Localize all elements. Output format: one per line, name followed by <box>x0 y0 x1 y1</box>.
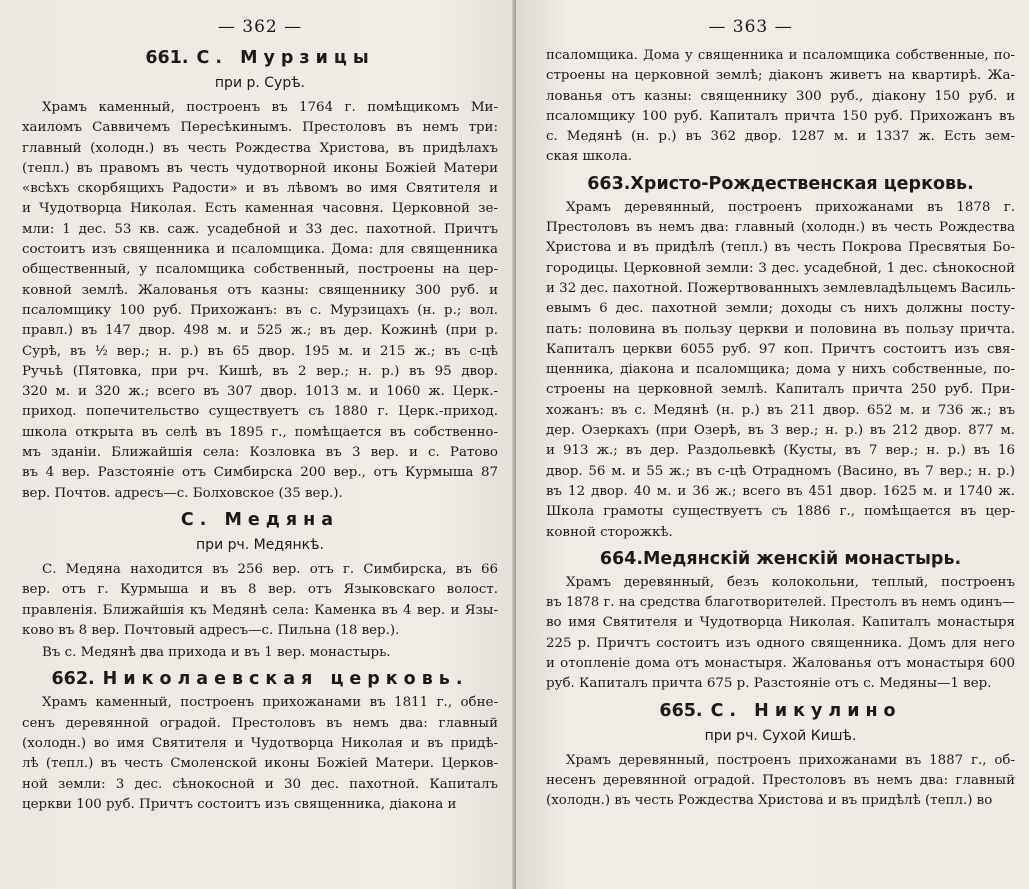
paragraph <box>546 198 1015 543</box>
paragraph <box>22 98 498 504</box>
text-line: мъ зданіи. Ближайшія села: Козловка въ 3 вер. и с. Ратово <box>22 445 498 461</box>
text-line: и Чудотворца Николая. Есть каменная часовня. Церковной зе- <box>22 201 498 217</box>
section-heading <box>22 508 498 532</box>
paragraph <box>22 560 498 641</box>
section-title: Христо-Рождественская церковь. <box>630 173 974 194</box>
text-line: Престоловъ въ немъ два: главный (холодн.) въ честь Рождества <box>546 220 1015 236</box>
text-line: Храмъ деревянный, построенъ прихожанами въ 1887 г., об- <box>566 752 1015 768</box>
text-line: щенника, діакона и псаломщика; дома у нихъ собственные, по- <box>546 362 1015 378</box>
text-line: правленія. Ближайшія къ Медянѣ села: Каменка въ 4 вер. и Язы- <box>22 602 498 618</box>
text-line: во имя Святителя и Чудотворца Николая. Капиталъ монастыря <box>546 615 1015 631</box>
text-line: и 32 дес. пахотной. Пожертвованныхъ землевладѣльцемъ Василь- <box>546 280 1016 296</box>
section-subtitle: при рч. Сухой Кишѣ. <box>704 727 857 744</box>
text-line: ская школа. <box>546 149 633 165</box>
section-heading <box>22 46 498 70</box>
text-line: хаиломъ Саввичемъ Пересѣкинымъ. Престоловъ въ немъ три: <box>22 120 498 136</box>
text-line: Храмъ деревянный, безъ колокольни, теплый, построенъ <box>566 574 1015 590</box>
text-line: «всѣхъ скорбящихъ Радости» и въ лѣвомъ во имя Святителя и <box>22 181 498 197</box>
text-line: (холодн.) во имя Святителя и Чудотворца Николая и въ придѣ- <box>22 736 498 752</box>
section-heading <box>546 547 1015 571</box>
text-line: главный (холодн.) въ честь Рождества Христова, въ придѣлахъ <box>22 140 498 156</box>
text-line: городицы. Церковной земли: 3 дес. усадебной, 1 дес. сѣнокосной <box>546 260 1015 276</box>
text-line: Въ с. Медянѣ два прихода и въ 1 вер. монастырь. <box>42 645 391 661</box>
text-line: псаломщику 100 руб. Прихожанъ: въ с. Мурзицахъ (н. р.; вол. <box>22 302 498 318</box>
section-heading <box>546 699 1015 723</box>
text-line: лѣ (тепл.) въ честь Смоленской иконы Божіей Матери. Церков- <box>22 756 498 772</box>
text-line: пать: половина въ пользу церкви и половина въ пользу причта. <box>546 321 1015 337</box>
text-line: ной земли: 3 дес. сѣнокосной и 30 дес. пахотной. Капиталъ <box>22 776 498 792</box>
text-line: псаломщика. Дома у священника и псаломщика собственные, по- <box>546 48 1015 63</box>
section-number: 663. <box>587 173 631 194</box>
text-line: 225 р. Причтъ состоитъ изъ одного священника. Домъ для него <box>546 635 1015 651</box>
text-line: Храмъ каменный, построенъ въ 1764 г. помѣщикомъ Ми- <box>42 100 498 115</box>
text-line: ково въ 8 вер. Почтовый адресъ—с. Пильна (18 вер.). <box>22 622 400 638</box>
text-line: общественный, у псаломщика собственный, построены на цер- <box>22 262 498 278</box>
text-line: хожанъ: въ с. Медянѣ (н. р.) въ 211 двор. 652 м. и 736 ж.; въ <box>546 402 1015 418</box>
text-line: и отопленіе дома отъ монастыря. Жалованья отъ монастыря 600 <box>546 656 1015 672</box>
section-title: С. Мурзицы <box>196 48 375 68</box>
text-line: вер. Почтов. адресъ—с. Болховское (35 вер.). <box>22 485 343 501</box>
text-line: с. Медянѣ (н. р.) въ 362 двор. 1287 м. и 1337 ж. Есть зем- <box>546 129 1015 145</box>
section-title: С. Медяна <box>180 509 340 530</box>
text-line: руб. Капиталъ причта 675 р. Разстояніе отъ с. Медяны—1 вер. <box>546 676 992 692</box>
text-line: строены на церковной землѣ; діаконъ живетъ на квартирѣ. Жа- <box>546 68 1015 84</box>
text-line: (холодн.) въ честь Рождества Христова и въ придѣлѣ (тепл.) во <box>546 793 993 809</box>
section-title: Медянскій женскій монастырь. <box>643 548 962 569</box>
text-line: приход. попечительство существуетъ съ 1880 г. Церк.-приход. <box>22 404 498 420</box>
text-line: правл.) въ 147 двор. 498 м. и 525 ж.; въ дер. Кожинѣ (при р. <box>22 323 498 339</box>
text-line: въ 4 вер. Разстояніе отъ Симбирска 200 вер., отъ Курмыша 87 <box>22 465 498 481</box>
text-line: сенъ деревянной оградой. Престоловъ въ немъ два: главный <box>22 715 498 731</box>
section-number: 665. <box>659 700 703 721</box>
text-line: школа открыта въ селѣ въ 1895 г., помѣщается въ собственно- <box>22 424 498 440</box>
text-line: дер. Озеркахъ (при Озерѣ, въ 3 вер.; н. р.) въ 212 двор. 877 м. <box>546 423 1015 439</box>
text-line: евымъ 6 дес. пахотной земли; доходы съ нихъ должны посту- <box>546 301 1015 317</box>
page-number: — 362 — <box>217 17 303 37</box>
section-heading <box>22 667 498 691</box>
text-line: Капиталъ церкви 6055 руб. 97 коп. Причтъ состоитъ изъ свя- <box>546 341 1015 357</box>
text-line: лованья отъ казны: священнику 300 руб., діакону 150 руб. и <box>546 88 1015 104</box>
text-line: строены на церковной землѣ. Капиталъ причта 250 руб. При- <box>546 382 1015 398</box>
page-number: — 363 — <box>708 17 793 37</box>
text-line: въ 1878 г. на средства благотворителей. Престолъ въ немъ одинъ— <box>546 595 1015 611</box>
text-line: въ 12 двор. 40 м. и 36 ж.; всего въ 451 двор. 1625 м. и 1740 ж. <box>546 483 1015 499</box>
text-line: состоитъ изъ священника и псаломщика. Дома: для священника <box>22 242 498 258</box>
section-heading <box>546 172 1015 196</box>
paragraph <box>22 643 498 663</box>
text-line: церкви 100 руб. Причтъ состоитъ изъ священника, діакона и <box>22 796 457 812</box>
section-number: 662. <box>51 669 95 690</box>
page-content <box>22 46 498 815</box>
text-line: Школа грамоты существуетъ съ 1886 г., помѣщается въ цер- <box>546 504 1015 520</box>
section-title: С. Никулино <box>710 700 902 721</box>
section-title: Николаевская церковь. <box>102 669 469 690</box>
section-subtitle: при р. Сурѣ. <box>214 75 306 91</box>
paragraph <box>22 693 498 815</box>
text-line: и 913 ж.; въ дер. Раздольевкѣ (Кусты, въ 7 вер.; н. р.) въ 16 <box>546 443 1015 459</box>
text-line: С. Медяна находится въ 256 вер. отъ г. Симбирска, въ 66 <box>42 561 498 577</box>
text-line: Храмъ деревянный, построенъ прихожанами въ 1878 г. <box>566 199 1015 215</box>
text-line: Храмъ каменный, построенъ прихожанами въ 1811 г., обне- <box>42 695 498 711</box>
text-line: ковной сторожкѣ. <box>546 524 673 540</box>
text-line: мли: 1 дес. 53 кв. саж. усадебной и 33 дес. пахотной. Причтъ <box>22 221 498 237</box>
section-number: 661. <box>145 48 189 68</box>
text-line: ковной землѣ. Жалованья отъ казны: священнику 300 руб. и <box>22 282 498 298</box>
text-line: (тепл.) въ правомъ въ честь чудотворной иконы Божіей Матери <box>22 160 498 176</box>
text-line: Ручьѣ (Пятовка, при рч. Кишѣ, въ 2 вер.; н. р.) въ 95 двор. <box>22 363 498 379</box>
section-subtitle: при рч. Медянкѣ. <box>196 536 324 553</box>
text-line: вер. отъ г. Курмыша и въ 8 вер. отъ Языковскаго волост. <box>22 582 498 598</box>
text-line: Сурѣ, въ ½ вер.; н. р.) въ 65 двор. 195 м. и 215 ж.; въ с-цѣ <box>22 343 498 359</box>
text-line: 320 м. и 320 ж.; всего въ 307 двор. 1013 м. и 1060 ж. Церк.- <box>22 384 498 400</box>
text-line: несенъ деревянной оградой. Престоловъ въ немъ два: главный <box>546 772 1015 788</box>
text-line: псаломщику 100 руб. Капиталъ причта 150 руб. Прихожанъ въ <box>546 108 1015 124</box>
text-line: двор. 56 м. и 55 ж.; въ с-цѣ Отрадномъ (Васино, въ 7 вер.; н. р.) <box>546 463 1015 479</box>
continued-paragraph <box>546 46 1015 168</box>
text-line: Христова и въ придѣлѣ (тепл.) въ честь Покрова Пресвятыя Бо- <box>546 240 1015 256</box>
paragraph <box>546 573 1015 695</box>
paragraph <box>546 751 1015 812</box>
section-number: 664. <box>599 548 644 569</box>
page-content <box>546 46 1015 812</box>
right-page <box>516 0 1029 889</box>
